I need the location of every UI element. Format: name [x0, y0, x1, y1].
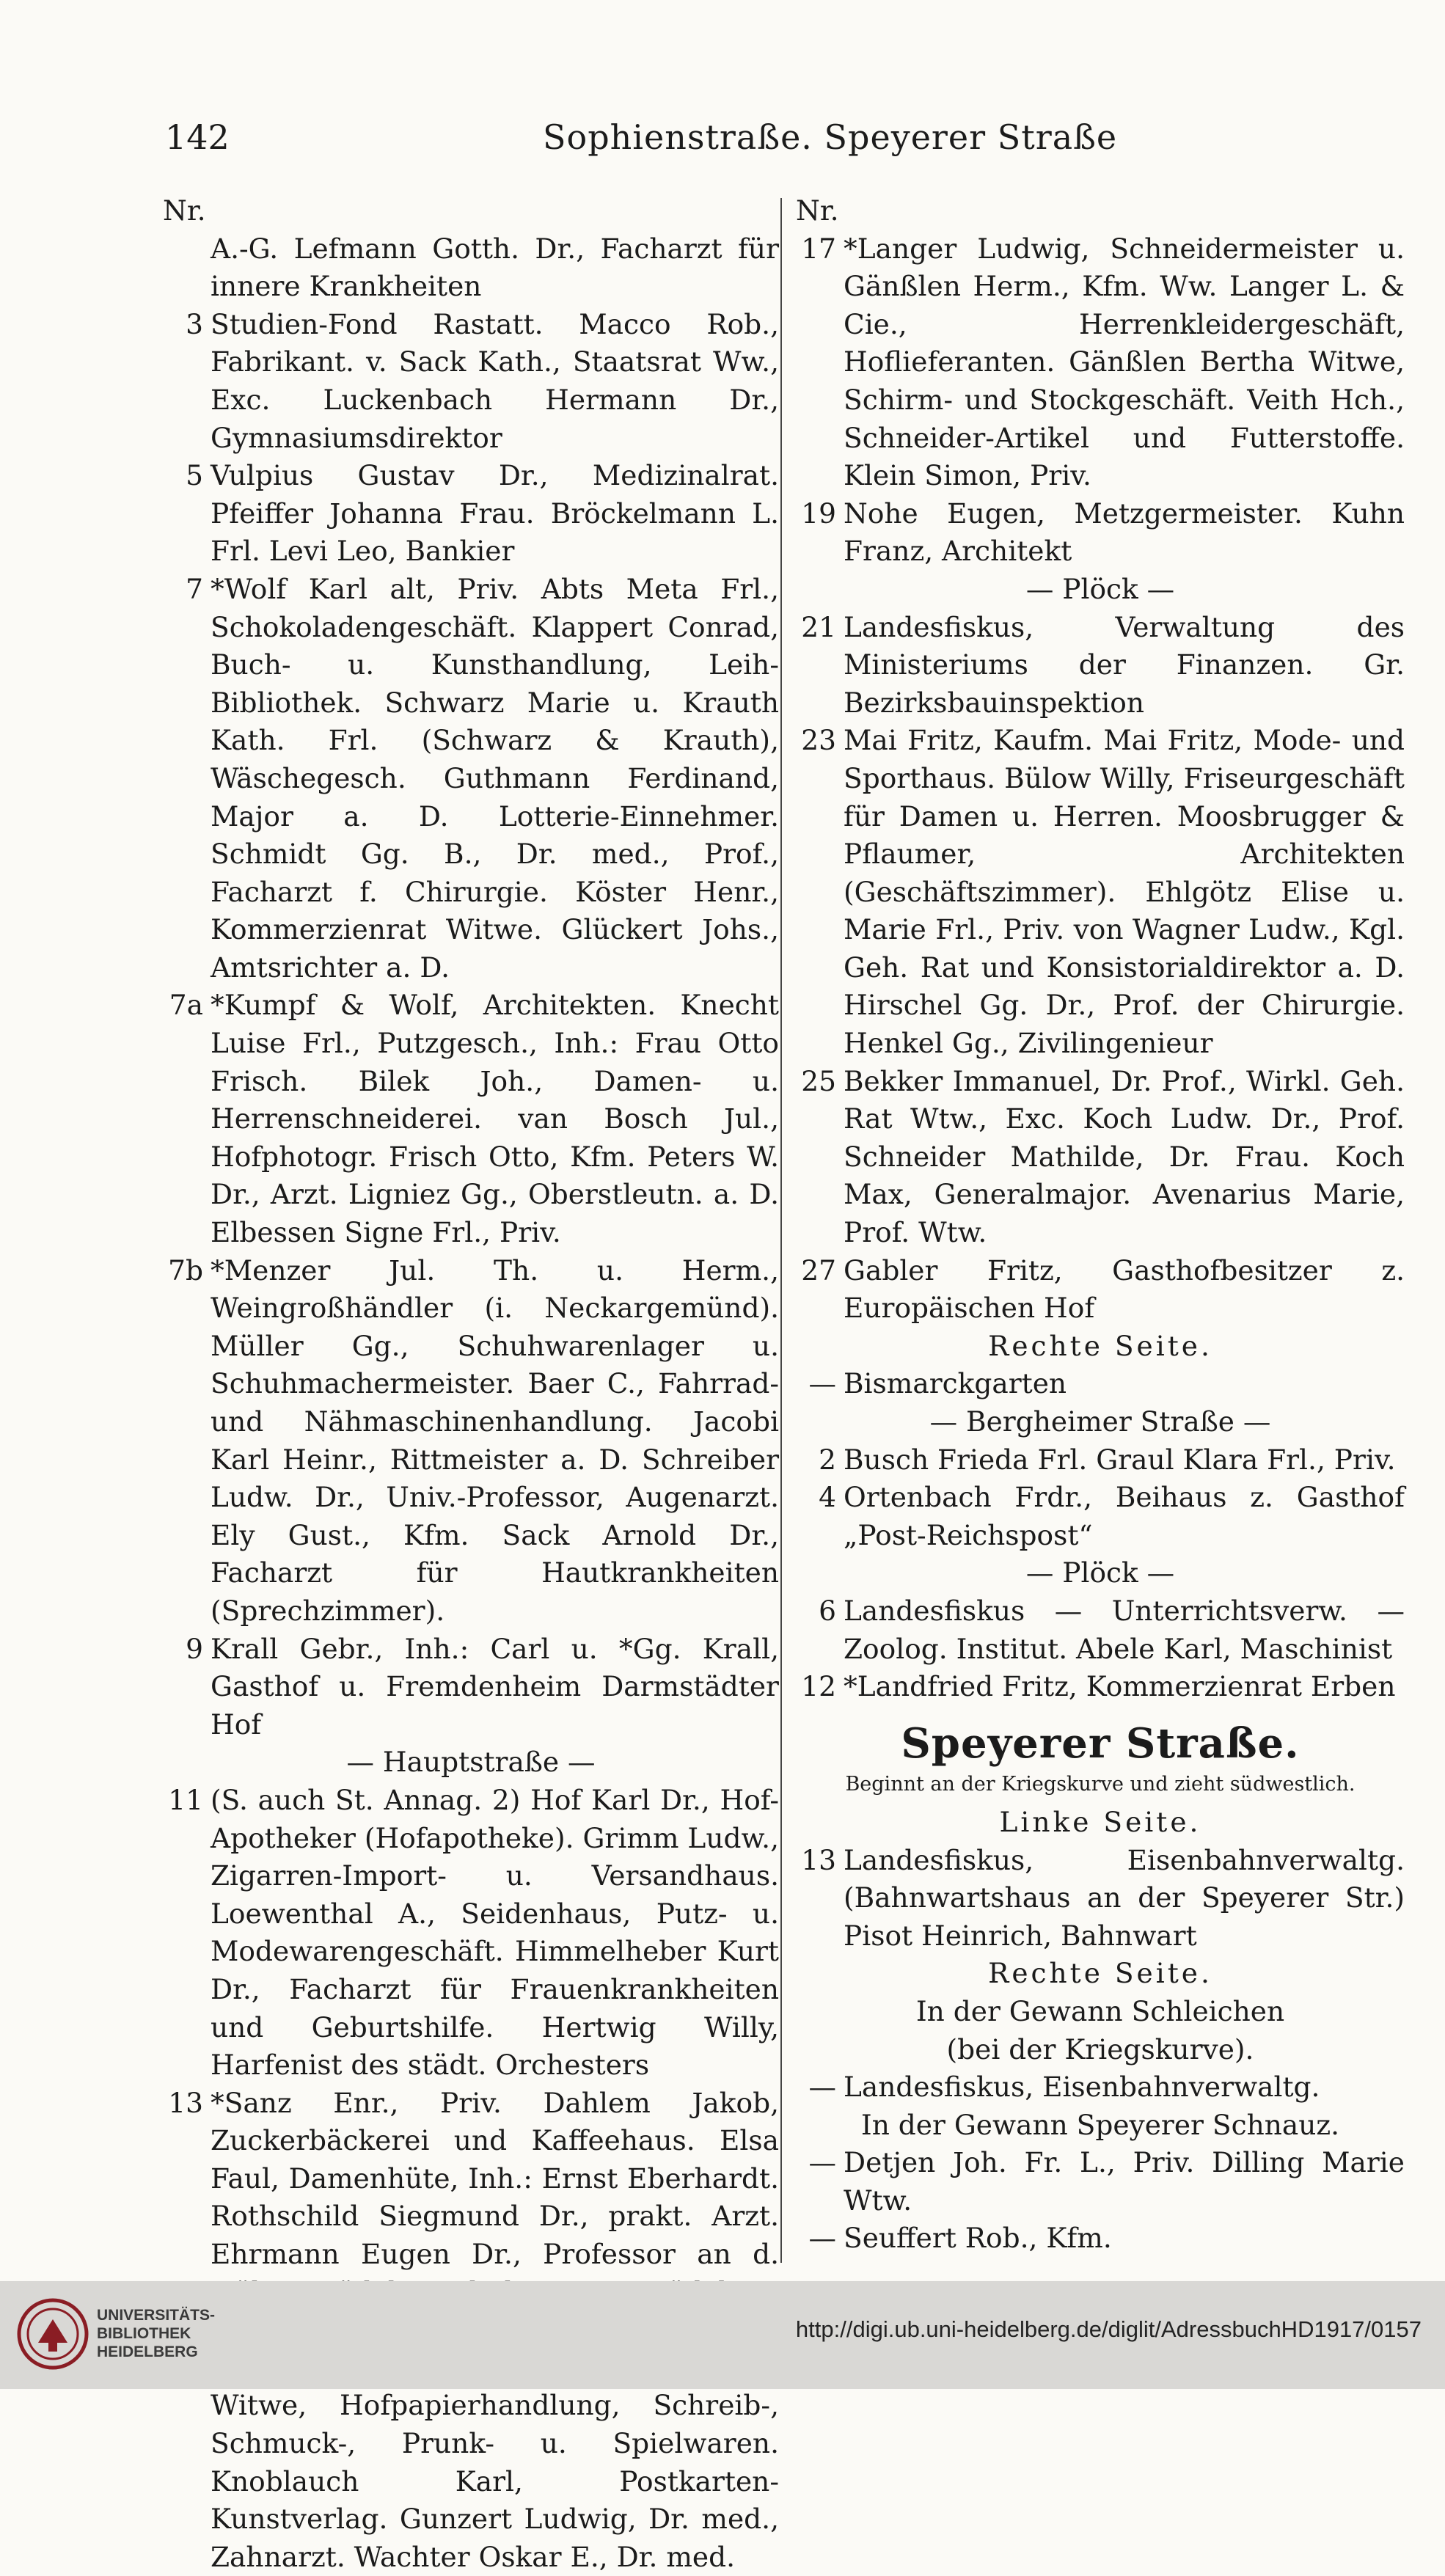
column-divider	[780, 198, 782, 2263]
entry-text: *Langer Ludwig, Schneidermeister u. Gänßlen Herm., Kfm. Ww. Langer L. & Cie., Herrenkleidergeschäft, Hoflieferanten. Gänßlen Bertha Witwe, Schirm- und Stockgeschäft. Veith Hch., Schneider-Artikel und Futterstoffe. Klein Simon, Priv.	[844, 232, 1405, 492]
address-entry	[796, 1365, 1405, 1403]
house-number: 13	[168, 2086, 203, 2119]
address-entry	[163, 571, 779, 987]
house-number: 7b	[168, 1254, 203, 1287]
house-number: 4	[819, 1481, 836, 1514]
entry-text: Studien-Fond Rastatt. Macco Rob., Fabrikant. v. Sack Kath., Staatsrat Ww., Exc. Luckenbach Hermann Dr., Gymnasiumsdirektor	[211, 307, 779, 454]
street-subtitle: Beginnt an der Kriegskurve und zieht südwestlich.	[845, 1773, 1356, 1796]
logo-line: HEIDELBERG	[97, 2343, 198, 2360]
address-entry	[796, 495, 1405, 571]
entry-text: Bekker Immanuel, Dr. Prof., Wirkl. Geh. Rat Wtw., Exc. Koch Ludw. Dr., Prof. Schneider Mathilde, Dr. Frau. Koch Max, Generalmajor. Avenarius Marie, Prof. Wtw.	[844, 1064, 1405, 1249]
house-number: 19	[801, 497, 836, 530]
entry-text: *Landfried Fritz, Kommerzienrat Erben	[844, 1670, 1396, 1703]
entry-text: Landesfiskus, Eisenbahnverwaltg. (Bahnwartshaus an der Speyerer Str.) Pisot Heinrich, Bahnwart	[844, 1843, 1405, 1952]
logo-line: UNIVERSITÄTS-	[97, 2307, 216, 2324]
entry-text: *Sanz Enr., Priv. Dahlem Jakob, Zuckerbäckerei und Kaffeehaus. Elsa Faul, Damenhüte, Inh.: Ernst Eberhardt. Rothschild Siegmund Dr., prakt. Arzt. Ehrmann Eugen Dr., Professor an d.	[211, 2086, 779, 2271]
house-number: —	[808, 1367, 836, 1400]
entry-text: (S. auch St. Annag. 2) Hof Karl Dr., Hof-Apotheker (Hofapotheke). Grimm Ludw., Zigarren-Import- u. Versandhaus. Loewenthal A., Seidenhaus, Putz- u. Modewarengeschäft. Himmelheber Kurt Dr., Facharzt für Frauenkrankheiten und Geburtshilfe. Hertwig Willy, Harfenist des städt. Orchesters	[211, 1783, 779, 2082]
nr-label: Nr.	[163, 194, 206, 227]
address-entry	[796, 1441, 1405, 1479]
address-entry	[796, 1252, 1405, 1328]
entry-text: A.-G. Lefmann Gotth. Dr., Facharzt für innere Krankheiten	[211, 232, 779, 303]
entry-text: Landesfiskus — Unterrichtsverw. — Zoolog. Institut. Abele Karl, Maschinist	[844, 1594, 1405, 1665]
address-entry	[163, 987, 779, 1251]
entry-text: Landesfiskus, Eisenbahnverwaltg.	[844, 2071, 1320, 2104]
address-entry	[796, 2068, 1405, 2107]
entry-text: *Kumpf & Wolf, Architekten. Knecht Luise Frl., Putzgesch., Inh.: Frau Otto Frisch. Bilek Joh., Damen- u. Herrenschneiderei. van Bosch Jul., Hofphotogr. Frisch Otto, Kfm. Peters W. Dr., Arzt. Ligniez Gg., Oberstleutn. a. D. Elbessen Signe Frl., Priv.	[211, 989, 779, 1249]
house-number	[163, 230, 211, 306]
entry-text: Busch Frieda Frl. Graul Klara Frl., Priv.	[844, 1443, 1396, 1476]
house-number: —	[808, 2071, 836, 2104]
entry-text: Ortenbach Frdr., Beihaus z. Gasthof „Post-Reichspost“	[844, 1481, 1405, 1551]
address-entry	[796, 1479, 1405, 1554]
entry-text: Gabler Fritz, Gasthofbesitzer z. Europäischen Hof	[844, 1254, 1405, 1325]
address-entry	[796, 2144, 1405, 2220]
house-number: 21	[801, 610, 836, 643]
nr-label: Nr.	[796, 194, 839, 227]
library-logo-text	[97, 2306, 215, 2361]
house-number: 11	[168, 1783, 203, 1816]
address-entry	[796, 1592, 1405, 1668]
side-heading: Rechte Seite.	[988, 1329, 1212, 1362]
address-entry	[796, 609, 1405, 722]
cross-street-heading: — Plöck —	[1025, 1556, 1175, 1589]
right-column	[796, 192, 1405, 2258]
address-entry	[796, 1668, 1405, 1706]
house-number: 7a	[169, 989, 203, 1022]
address-entry	[163, 1782, 779, 2085]
address-entry	[163, 230, 779, 306]
address-entry	[163, 457, 779, 571]
house-number: —	[808, 2146, 836, 2179]
logo-line: BIBLIOTHEK	[97, 2325, 191, 2342]
entry-text: Detjen Joh. Fr. L., Priv. Dilling Marie Wtw.	[844, 2146, 1405, 2217]
entry-text: Nohe Eugen, Metzgermeister. Kuhn Franz, Architekt	[844, 497, 1405, 568]
address-entry	[163, 1252, 779, 1631]
house-number: 25	[801, 1064, 836, 1097]
entry-text: Witwe, Hofpapierhandlung, Schreib-, Schmuck-, Prunk- u. Spielwaren. Knoblauch Karl, Postkarten-Kunstverlag. Gunzert Ludwig, Dr. med., Zahnarzt. Wachter Oskar E., Dr. med.	[211, 2389, 779, 2573]
entry-text: Mai Fritz, Kaufm. Mai Fritz, Mode- und Sporthaus. Bülow Willy, Friseurgeschäft für Damen u. Herren. Moosbrugger & Pflaumer, Architekten (Geschäftszimmer). Ehlgötz Elise u. Marie Frl., Priv. von Wagner Ludw., Kgl. Geh. Rat und Konsistorialdirektor a. D. Hirschel Gg. Dr., Prof. der Chirurgie. Henkel Gg., Zivilingenieur	[844, 724, 1405, 1060]
address-entry	[796, 722, 1405, 1062]
house-number: 3	[186, 307, 203, 340]
house-number: 7	[186, 572, 203, 605]
source-url-link[interactable]: http://digi.ub.uni-heidelberg.de/diglit/AdressbuchHD1917/0157	[795, 2316, 1422, 2342]
house-number: 23	[801, 724, 836, 757]
entry-text: *Menzer Jul. Th. u. Herm., Weingroßhändler (i. Neckargemünd). Müller Gg., Schuhwarenlager u. Schuhmachermeister. Baer C., Fahrrad- und Nähmaschinenhandlung. Jacobi Karl Heinr., Rittmeister a. D. Schreiber Ludw. Dr., Univ.-Professor, Augenarzt. Ely Gust., Kfm. Sack Arnold Dr., Facharzt für Hautkrankheiten (Sprechzimmer).	[211, 1254, 779, 1627]
house-number: 2	[819, 1443, 836, 1476]
entry-text: Krall Gebr., Inh.: Carl u. *Gg. Krall, Gasthof u. Fremdenheim Darmstädter Hof	[211, 1632, 779, 1741]
entry-text: *Wolf Karl alt, Priv. Abts Meta Frl., Schokoladengeschäft. Klappert Conrad, Buch- u. Kunsthandlung, Leih-Bibliothek. Schwarz Marie u. Krauth Kath. Frl. (Schwarz & Krauth), Wäschegesch. Guthmann Ferdinand, Major a. D. Lotterie-Einnehmer. Schmidt Gg. B., Dr. med., Prof., Facharzt f. Chirurgie. Köster Henr., Kommerzienrat Witwe. Glückert Johs., Amtsrichter a. D.	[211, 572, 779, 984]
cross-street-heading: — Bergheimer Straße —	[929, 1405, 1271, 1438]
address-entry	[163, 1631, 779, 1744]
address-entry	[796, 2220, 1405, 2258]
house-number: 9	[186, 1632, 203, 1665]
gewann-heading: In der Gewann Speyerer Schnauz.	[860, 2108, 1340, 2141]
house-number: —	[808, 2222, 836, 2255]
address-entry	[796, 1063, 1405, 1252]
university-seal-icon	[16, 2297, 89, 2371]
house-number: 12	[801, 1670, 836, 1703]
footer-bar	[0, 2281, 1445, 2389]
cross-street-heading: — Plöck —	[1025, 572, 1175, 605]
gewann-subheading: (bei der Kriegskurve).	[946, 2032, 1254, 2065]
left-column	[163, 192, 779, 2576]
house-number: 13	[801, 1843, 836, 1876]
side-heading-left: Linke Seite.	[999, 1805, 1201, 1838]
gewann-heading: In der Gewann Schleichen	[915, 1994, 1285, 2027]
entry-text: Landesfiskus, Verwaltung des Ministeriums der Finanzen. Gr. Bezirksbauinspektion	[844, 610, 1405, 719]
house-number: 5	[186, 459, 203, 492]
street-title: Speyerer Straße.	[901, 1719, 1300, 1768]
house-number: 17	[801, 232, 836, 265]
address-entry	[796, 1842, 1405, 1955]
side-heading-right: Rechte Seite.	[988, 1957, 1212, 1990]
house-number: 6	[819, 1594, 836, 1627]
entry-text: Vulpius Gustav Dr., Medizinalrat. Pfeiffer Johanna Frau. Bröckelmann L. Frl. Levi Leo, Bankier	[211, 459, 779, 568]
page-number: 142	[165, 117, 230, 157]
cross-street-heading: — Hauptstraße —	[346, 1746, 596, 1779]
running-head: Sophienstraße. Speyerer Straße	[543, 117, 1118, 157]
address-entry	[796, 230, 1405, 495]
entry-text: Seuffert Rob., Kfm.	[844, 2222, 1112, 2255]
address-entry	[163, 306, 779, 457]
house-number: 27	[801, 1254, 836, 1287]
entry-text: Bismarckgarten	[844, 1367, 1067, 1400]
